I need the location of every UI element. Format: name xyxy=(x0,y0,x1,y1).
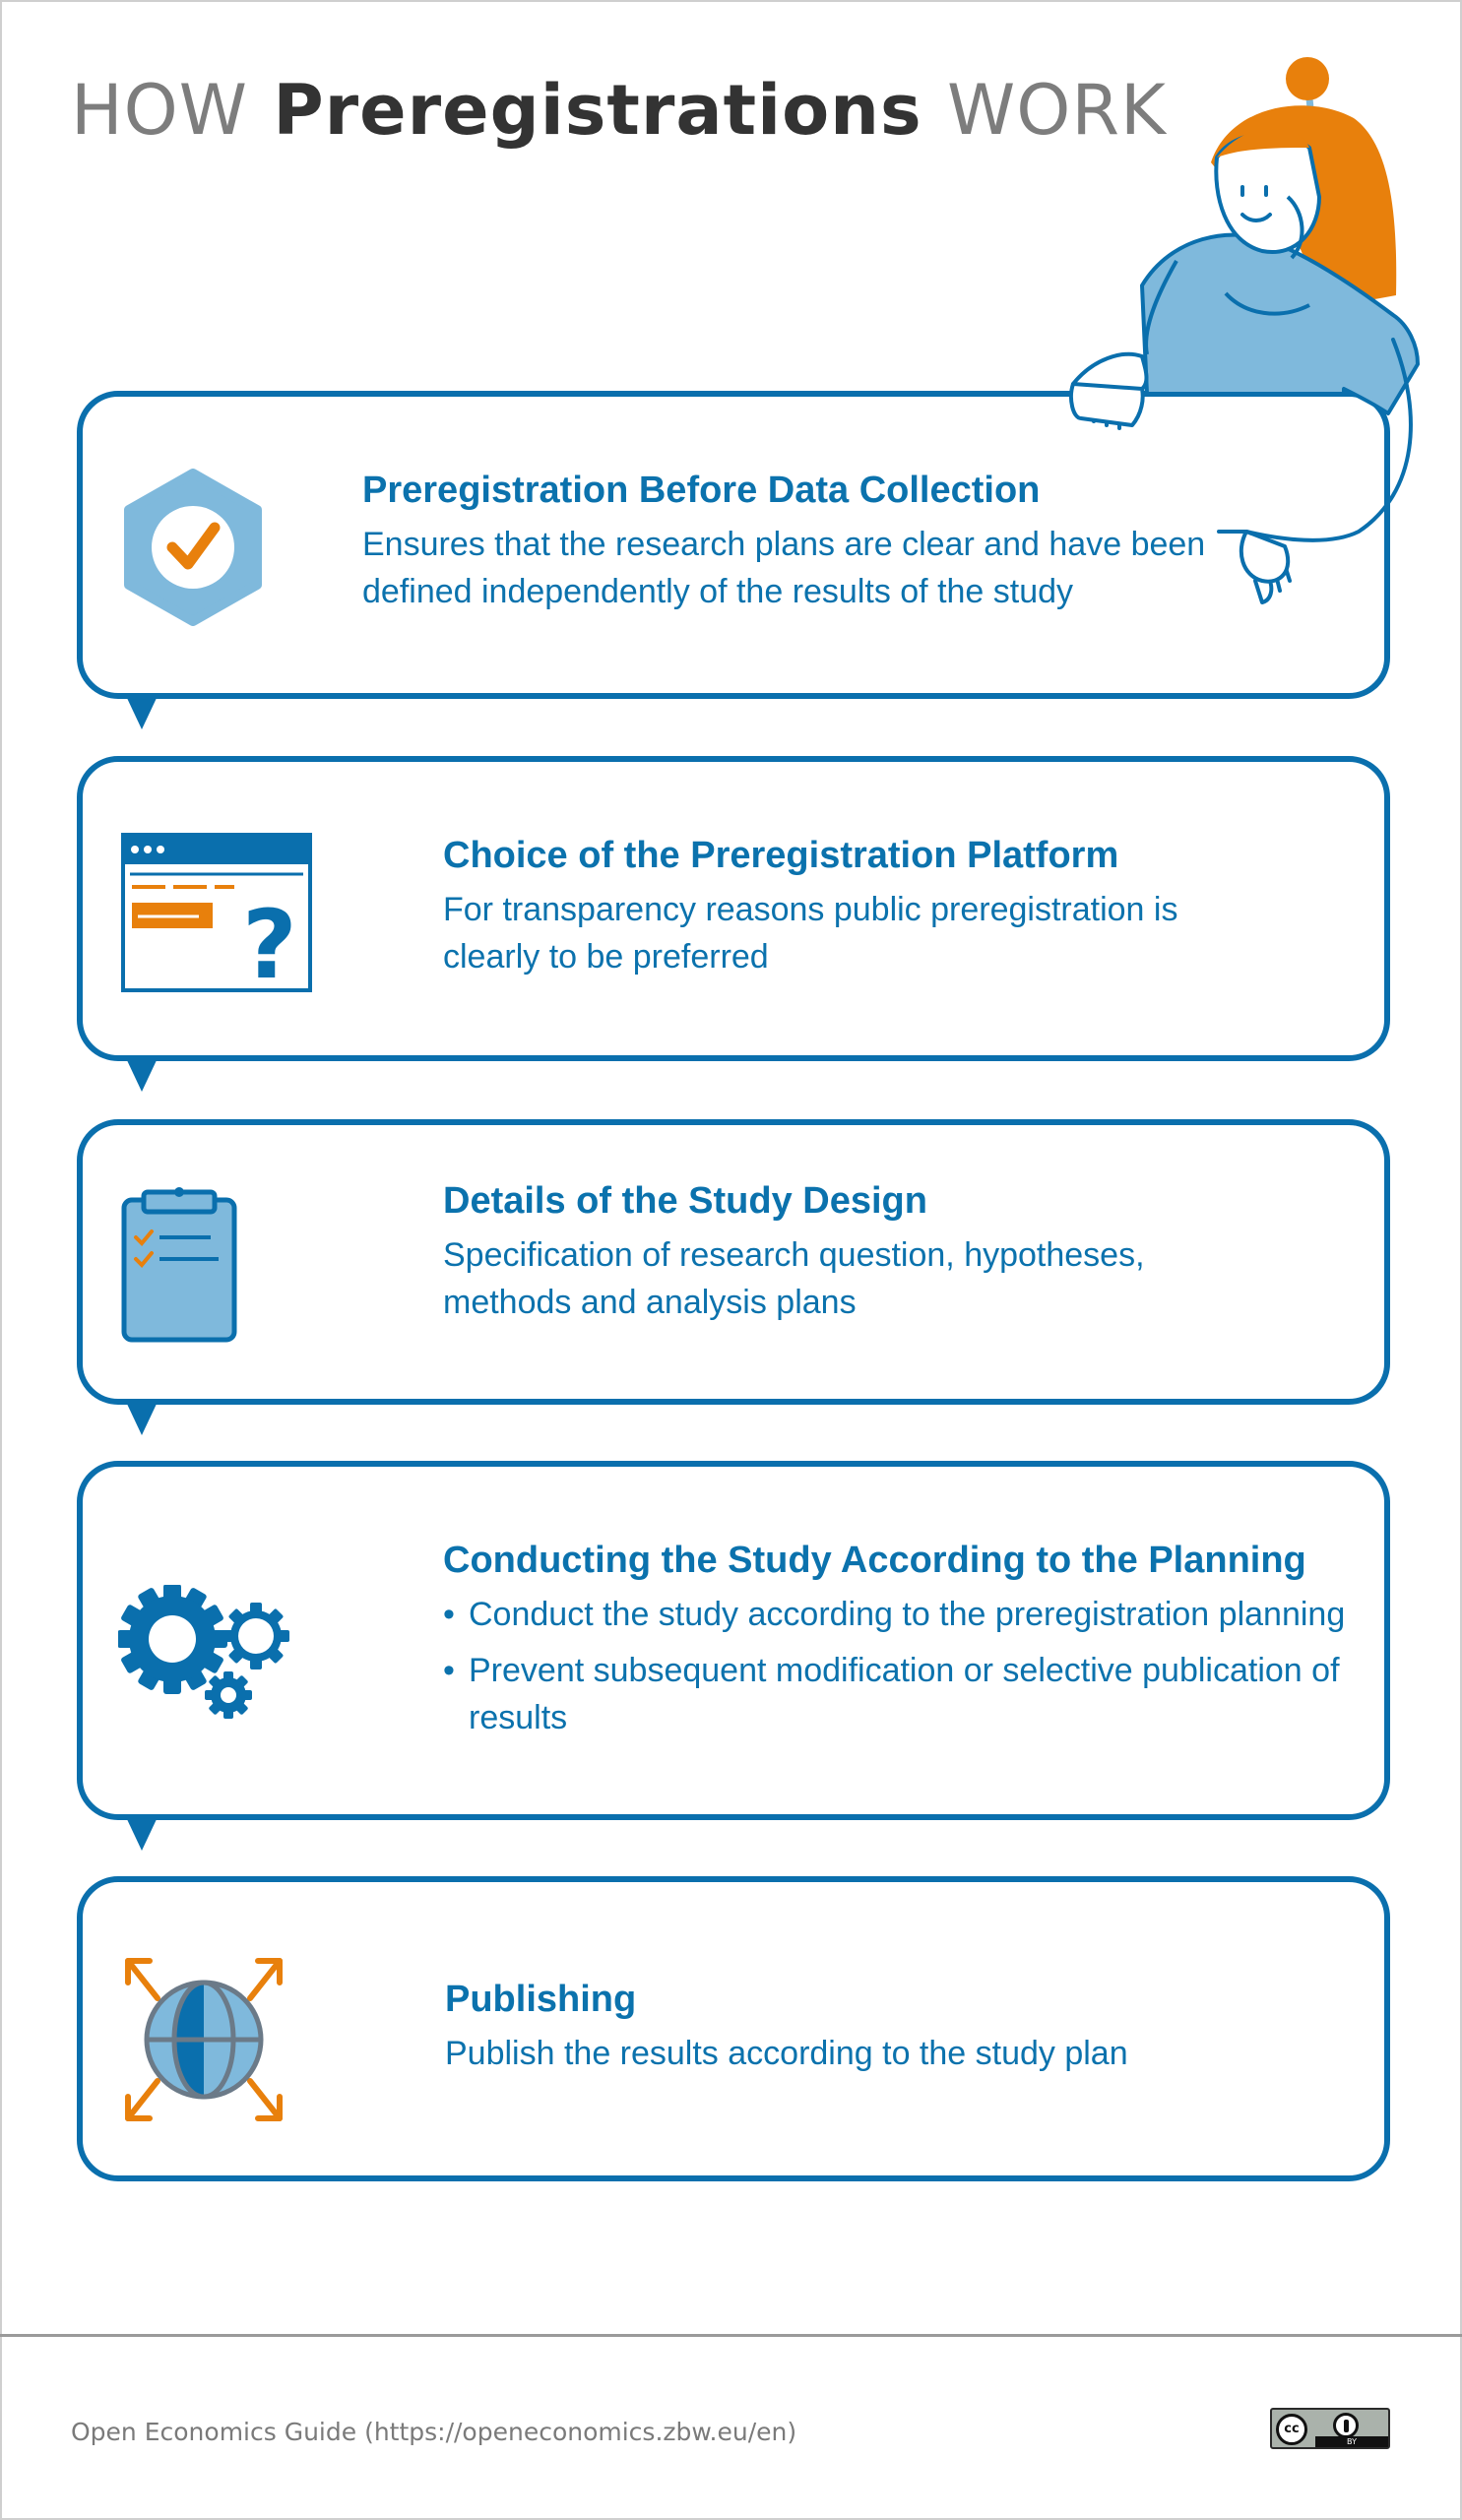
cc-logo: cc xyxy=(1276,2414,1307,2445)
cc-by-license-icon[interactable] xyxy=(1270,2408,1390,2449)
title-main: Preregistrations xyxy=(273,70,922,151)
step-card-2 xyxy=(77,756,1390,1061)
woman-pointing-illustration xyxy=(1053,49,1447,640)
step-connector-2 xyxy=(126,1058,158,1092)
step-5-description: Publish the results according to the study plan xyxy=(445,2035,1128,2072)
clipboard-checklist-icon xyxy=(120,1186,238,1349)
title-suffix: WORK xyxy=(947,70,1167,151)
footer-source[interactable]: Open Economics Guide (https://openeconomics.zbw.eu/en) xyxy=(71,2418,797,2446)
globe-arrows-icon xyxy=(120,1951,287,2133)
step-1-title: Preregistration Before Data Collection xyxy=(362,470,1041,511)
step-4-title: Conducting the Study According to the Planning xyxy=(443,1540,1306,1581)
svg-text:?: ? xyxy=(242,890,297,993)
step-3-description: Specification of research question, hypotheses, methods and analysis plans xyxy=(443,1236,1145,1321)
step-connector-1 xyxy=(126,696,158,729)
step-2-title: Choice of the Preregistration Platform xyxy=(443,835,1119,876)
checkmark-hexagon-icon xyxy=(119,469,267,631)
step-3-title: Details of the Study Design xyxy=(443,1180,927,1222)
step-connector-3 xyxy=(126,1402,158,1435)
step-5-title: Publishing xyxy=(445,1979,637,2020)
title-prefix: HOW xyxy=(71,70,248,151)
step-card-4 xyxy=(77,1461,1390,1820)
step-4-bullet: • Prevent subsequent modification or selective publication of results xyxy=(443,1647,1428,1741)
step-card-5 xyxy=(77,1876,1390,2181)
footer-divider xyxy=(0,2334,1462,2337)
step-1-description: Ensures that the research plans are clear and have been defined independently of the results of the study xyxy=(362,526,1206,610)
step-card-3 xyxy=(77,1119,1390,1405)
attribution-person-icon xyxy=(1333,2413,1359,2438)
browser-question-icon xyxy=(120,832,313,998)
by-label: BY xyxy=(1315,2436,1388,2447)
page-title xyxy=(71,61,1167,159)
step-4-bullet: • Conduct the study according to the preregistration planning xyxy=(443,1591,1428,1638)
step-4-bullet-list xyxy=(443,1591,1428,1741)
step-2-description: For transparency reasons public preregistration is clearly to be preferred xyxy=(443,891,1178,976)
gears-icon xyxy=(118,1585,295,1728)
step-connector-4 xyxy=(126,1817,158,1851)
